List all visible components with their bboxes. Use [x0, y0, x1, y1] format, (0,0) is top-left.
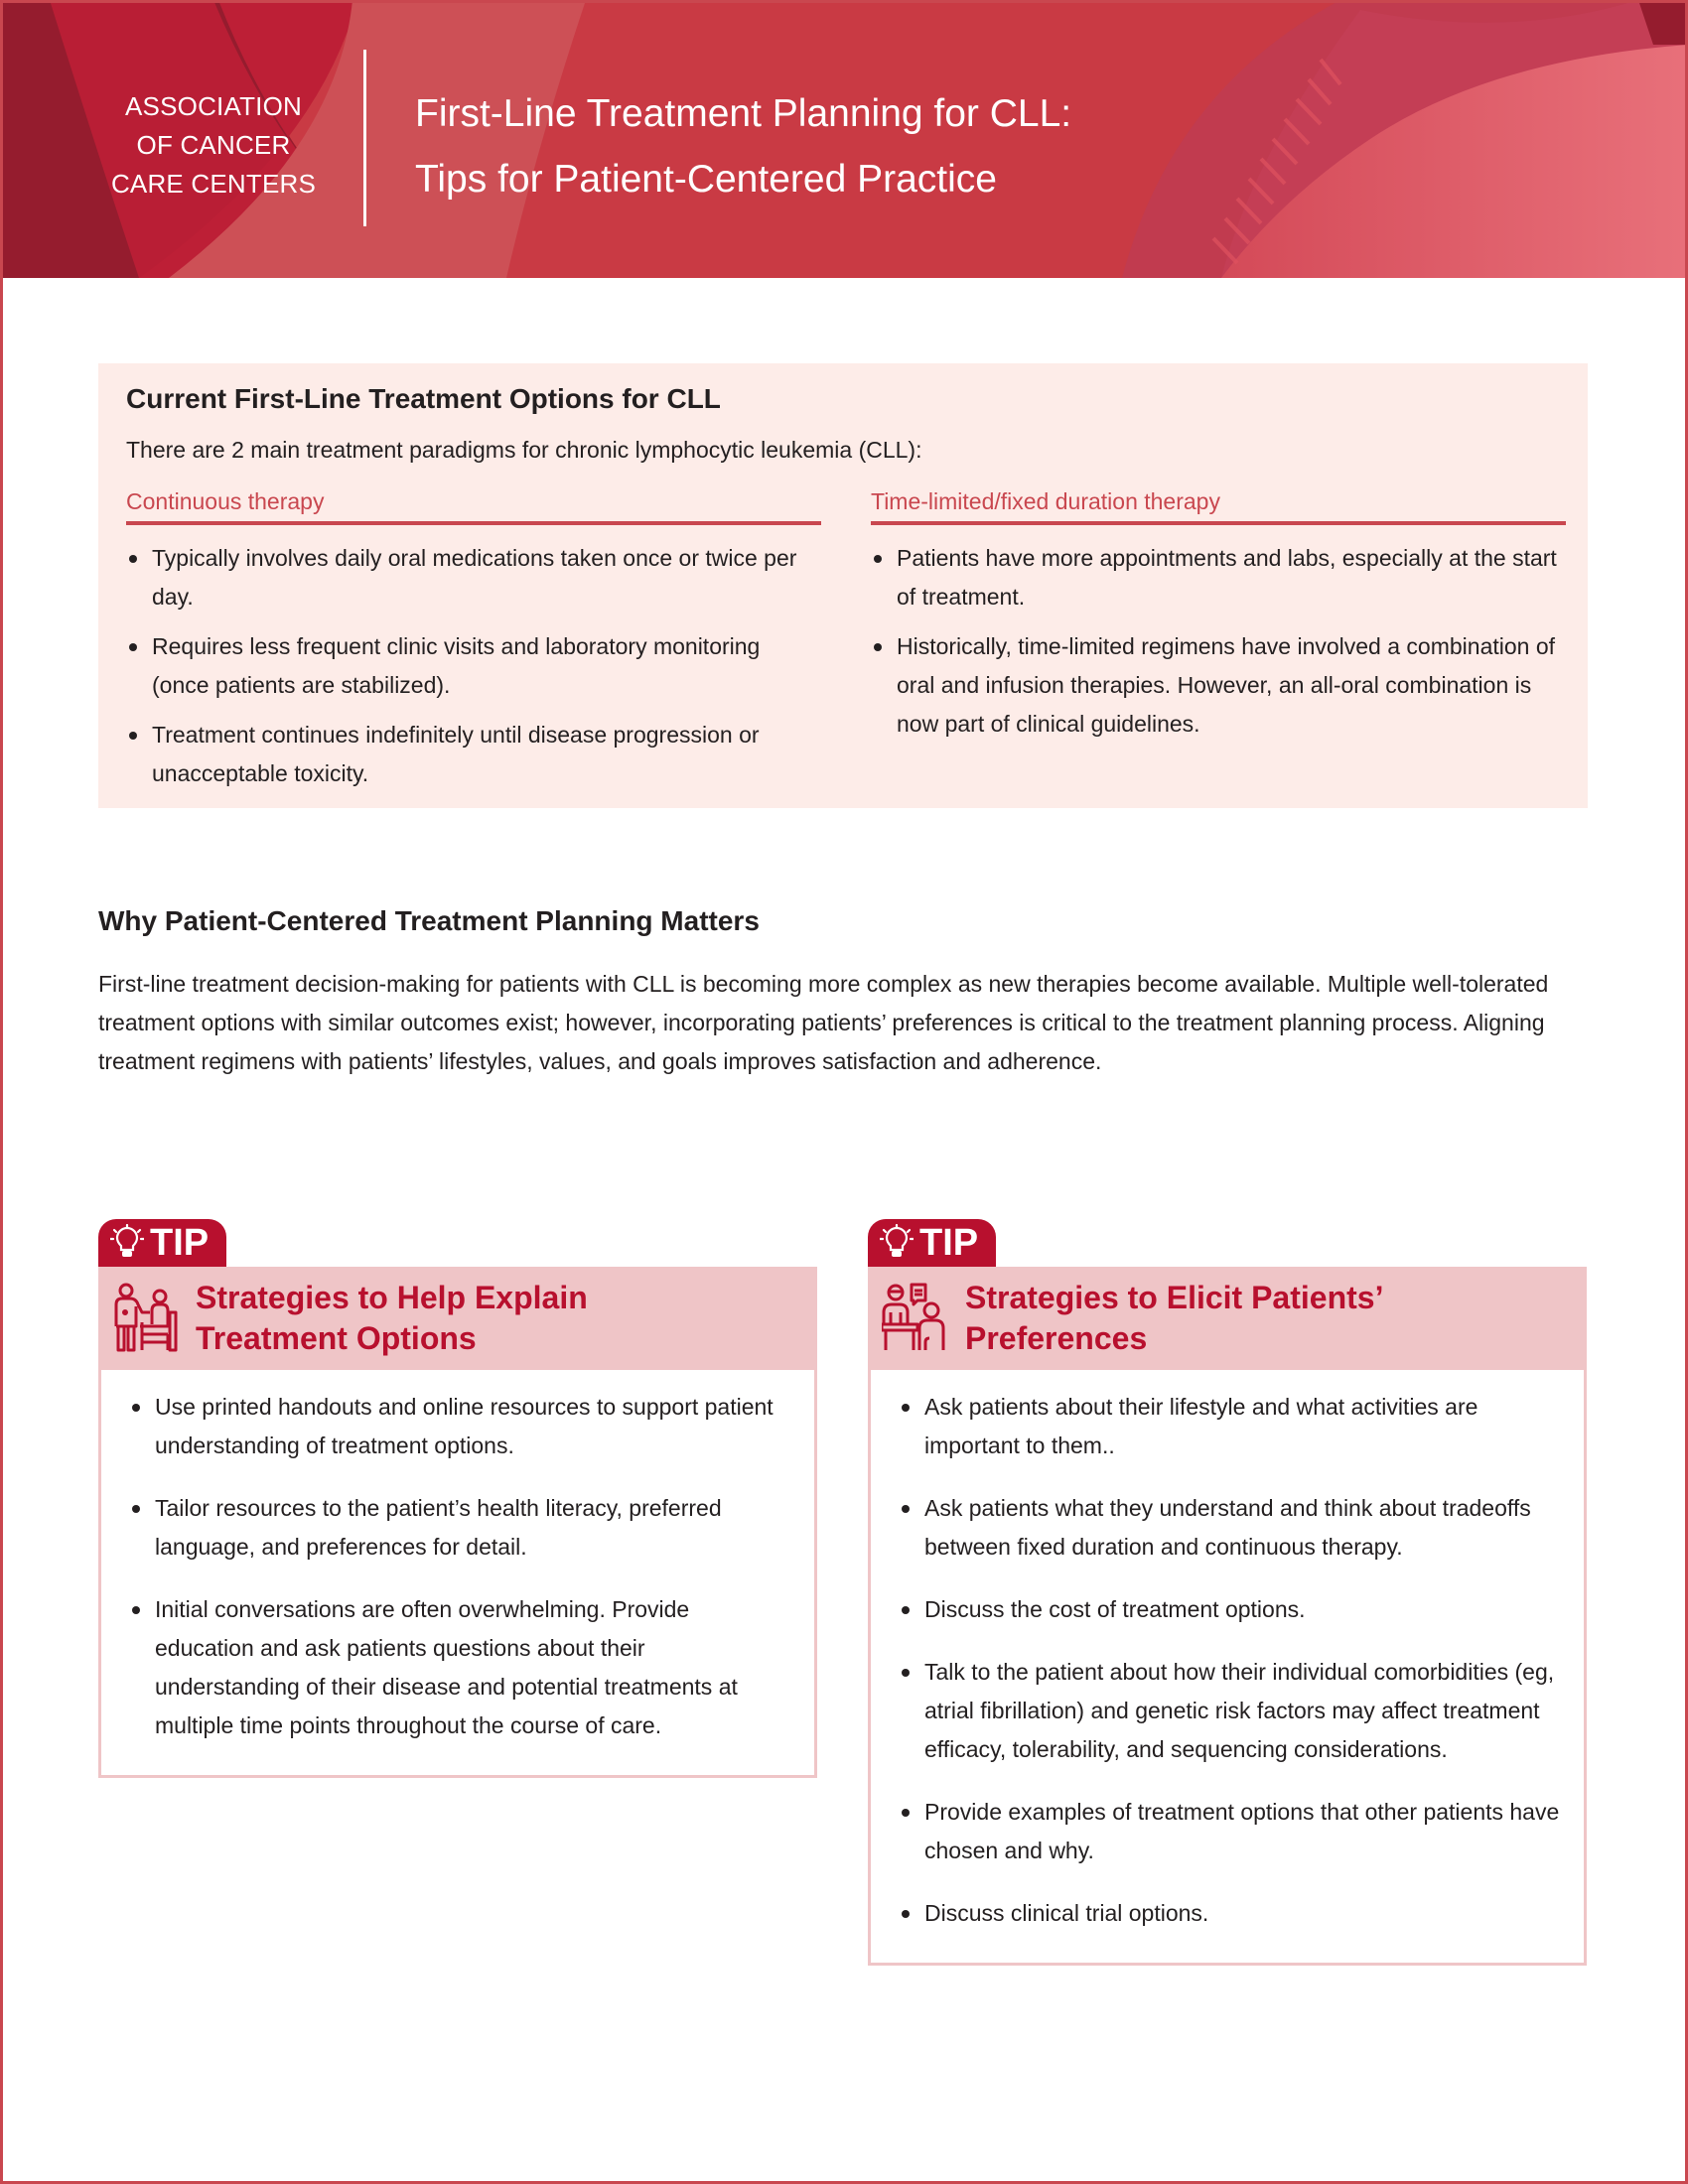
- why-heading: Why Patient-Centered Treatment Planning Matters: [98, 905, 760, 936]
- tip-label: TIP: [150, 1221, 210, 1264]
- tip-title-line-1: Strategies to Help Explain: [196, 1280, 588, 1315]
- list-item: Ask patients what they understand and think about tradeoffs between fixed duration and continuous therapy.: [899, 1489, 1560, 1567]
- list-item: Typically involves daily oral medications taken once or twice per day.: [126, 539, 821, 616]
- title-line-1: First-Line Treatment Planning for CLL:: [415, 92, 1072, 135]
- consultation-dialogue-icon: [882, 1283, 951, 1354]
- list-item: Discuss clinical trial options.: [899, 1894, 1560, 1933]
- list-item: Discuss the cost of treatment options.: [899, 1590, 1560, 1629]
- tip-title-line-2: Treatment Options: [196, 1320, 477, 1356]
- list-item: Patients have more appointments and labs, especially at the start of treatment.: [871, 539, 1566, 616]
- tip-list: [899, 1388, 1560, 1933]
- tip-card-elicit-preferences: [868, 1219, 1587, 1966]
- tip-body: [98, 1370, 817, 1778]
- org-line-3: CARE CENTERS: [110, 169, 317, 199]
- options-intro: There are 2 main treatment paradigms for chronic lymphocytic leukemia (CLL):: [126, 437, 922, 463]
- fixed-duration-therapy-column: [871, 488, 1566, 754]
- tip-title-line-2: Preferences: [965, 1320, 1148, 1356]
- list-item: Historically, time-limited regimens have involved a combination of oral and infusion therapies. However, an all-oral combination is now part of clinical guidelines.: [871, 627, 1566, 744]
- org-line-1: ASSOCIATION: [125, 91, 302, 121]
- continuous-therapy-list: [126, 539, 821, 793]
- tip-title-line-1: Strategies to Elicit Patients’: [965, 1280, 1384, 1315]
- header-divider: [363, 50, 366, 226]
- tip-tab: [868, 1219, 996, 1267]
- tip-title: [965, 1278, 1383, 1359]
- options-heading: Current First-Line Treatment Options for CLL: [126, 383, 721, 414]
- tip-tab: [98, 1219, 226, 1267]
- org-name: [99, 87, 328, 204]
- continuous-therapy-column: [126, 488, 821, 804]
- tip-list: [129, 1388, 790, 1745]
- why-paragraph: First-line treatment decision-making for patients with CLL is becoming more complex as new therapies become available. Multiple well-tolerated treatment options with similar outcomes exist; however, incorporating patients’ preferences is critical to the treatment planning process. Aligning treatment regimens with patients’ lifestyles, values, and goals improves satisfaction and adherence.: [98, 971, 1549, 1074]
- fixed-duration-therapy-title: Time-limited/fixed duration therapy: [871, 488, 1566, 525]
- list-item: Initial conversations are often overwhelming. Provide education and ask patients questions about their understanding of their disease and potential treatments at multiple time points throughout the course of care.: [129, 1590, 790, 1745]
- fixed-duration-therapy-list: [871, 539, 1566, 744]
- document-title: [415, 81, 1071, 212]
- tip-label: TIP: [919, 1221, 979, 1264]
- list-item: Ask patients about their lifestyle and what activities are important to them..: [899, 1388, 1560, 1465]
- list-item: Requires less frequent clinic visits and laboratory monitoring (once patients are stabilized).: [126, 627, 821, 705]
- lightbulb-icon: [110, 1224, 144, 1262]
- org-line-2: OF CANCER: [136, 130, 291, 160]
- tip-header: [868, 1267, 1587, 1370]
- title-line-2: Tips for Patient-Centered Practice: [415, 158, 997, 201]
- list-item: Use printed handouts and online resources to support patient understanding of treatment options.: [129, 1388, 790, 1465]
- list-item: Treatment continues indefinitely until disease progression or unacceptable toxicity.: [126, 716, 821, 793]
- list-item: Provide examples of treatment options that other patients have chosen and why.: [899, 1793, 1560, 1870]
- tip-header: [98, 1267, 817, 1370]
- clinician-patient-bed-icon: [112, 1283, 182, 1354]
- lightbulb-icon: [880, 1224, 914, 1262]
- tip-body: [868, 1370, 1587, 1966]
- page-header: [0, 0, 1688, 278]
- list-item: Tailor resources to the patient’s health literacy, preferred language, and preferences for detail.: [129, 1489, 790, 1567]
- treatment-options-panel: [98, 363, 1588, 808]
- list-item: Talk to the patient about how their individual comorbidities (eg, atrial fibrillation) and genetic risk factors may affect treatment efficacy, tolerability, and sequencing considerations.: [899, 1653, 1560, 1769]
- tip-title: [196, 1278, 588, 1359]
- continuous-therapy-title: Continuous therapy: [126, 488, 821, 525]
- tip-card-explain-options: [98, 1219, 817, 1778]
